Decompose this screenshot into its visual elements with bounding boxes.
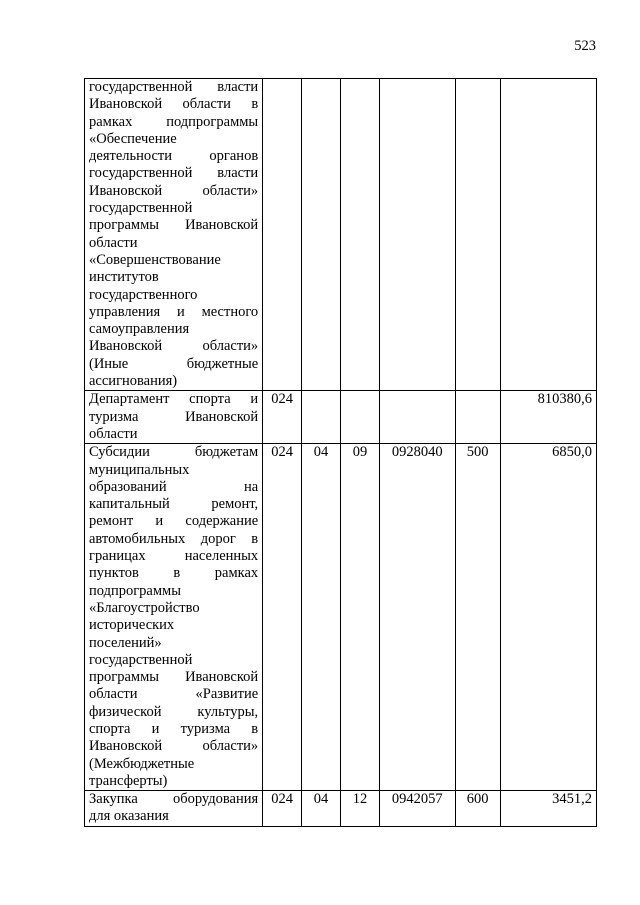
budget-code-cell: 024: [263, 791, 302, 827]
item-name-line: самоуправления: [89, 321, 190, 338]
subsection-cell: 09: [340, 444, 379, 791]
item-name-line: деятельности органов: [89, 148, 259, 165]
table-row: [85, 444, 597, 791]
table-row: [85, 791, 597, 827]
item-name-line: программы Ивановской: [89, 669, 259, 686]
budget-code-cell: 024: [263, 391, 302, 444]
subsection-cell: [340, 391, 379, 444]
item-name-line: государственного: [89, 286, 198, 303]
expense-type-cell: 600: [455, 791, 500, 827]
item-name-line: исторических: [89, 617, 175, 634]
item-name-line: образований на: [89, 478, 259, 495]
section-cell: [302, 391, 341, 444]
item-name-line: области: [89, 234, 138, 251]
item-name-line: рамках подпрограммы: [89, 113, 259, 130]
item-name-line: государственной власти: [89, 79, 259, 95]
subsection-cell: [340, 79, 379, 391]
item-name-cell: [85, 79, 263, 391]
item-name-line: управления и местного: [89, 303, 259, 320]
item-name-line: институтов: [89, 269, 159, 286]
page-number: 523: [574, 38, 596, 54]
item-name-line: для оказания: [89, 808, 169, 825]
item-name-line: Ивановской области»: [89, 182, 259, 199]
item-name-line: «Совершенствование: [89, 251, 221, 268]
item-name-line: «Обеспечение: [89, 130, 177, 147]
budget-code-cell: [263, 79, 302, 391]
item-name-line: государственной: [89, 200, 193, 217]
item-name-line: Ивановской области»: [89, 738, 259, 755]
item-name-line: (Иные бюджетные: [89, 355, 259, 372]
item-name-line: туризма Ивановской: [89, 408, 259, 425]
item-name-cell: [85, 791, 263, 827]
item-name-cell: [85, 444, 263, 791]
amount-cell: 6850,0: [500, 444, 596, 791]
target-article-cell: [379, 79, 455, 391]
item-name-line: поселений»: [89, 634, 162, 651]
item-name-line: области «Развитие: [89, 686, 259, 703]
item-name-line: ремонт и содержание: [89, 513, 259, 530]
item-name-line: подпрограммы: [89, 582, 181, 599]
item-name-line: государственной власти: [89, 165, 259, 182]
amount-cell: 3451,2: [500, 791, 596, 827]
expense-type-cell: 500: [455, 444, 500, 791]
item-name-line: муниципальных: [89, 461, 190, 478]
item-name-line: (Межбюджетные: [89, 755, 195, 772]
item-name-line: Ивановской области»: [89, 338, 259, 355]
amount-cell: 810380,6: [500, 391, 596, 444]
item-name-line: Департамент спорта и: [89, 391, 259, 408]
item-name-line: физической культуры,: [89, 703, 259, 720]
item-name-line: трансферты): [89, 772, 168, 789]
item-name-line: Закупка оборудования: [89, 791, 259, 808]
item-name-line: программы Ивановской: [89, 217, 259, 234]
target-article-cell: 0942057: [379, 791, 455, 827]
item-name-line: автомобильных дорог в: [89, 530, 259, 547]
item-name-line: пунктов в рамках: [89, 565, 259, 582]
table-row: [85, 391, 597, 444]
item-name-line: области: [89, 425, 138, 442]
item-name-line: ассигнования): [89, 373, 178, 390]
item-name-line: спорта и туризма в: [89, 720, 259, 737]
item-name-line: «Благоустройство: [89, 599, 200, 616]
item-name-line: Ивановской области в: [89, 96, 259, 113]
item-name-line: Субсидии бюджетам: [89, 444, 259, 461]
subsection-cell: 12: [340, 791, 379, 827]
section-cell: 04: [302, 444, 341, 791]
budget-code-cell: 024: [263, 444, 302, 791]
item-name-line: государственной: [89, 651, 193, 668]
budget-table: [84, 78, 597, 827]
expense-type-cell: [455, 79, 500, 391]
item-name-cell: [85, 391, 263, 444]
target-article-cell: 0928040: [379, 444, 455, 791]
target-article-cell: [379, 391, 455, 444]
section-cell: 04: [302, 791, 341, 827]
item-name-line: капитальный ремонт,: [89, 496, 259, 513]
section-cell: [302, 79, 341, 391]
table-row: [85, 79, 597, 391]
expense-type-cell: [455, 391, 500, 444]
item-name-line: границах населенных: [89, 548, 259, 565]
amount-cell: [500, 79, 596, 391]
